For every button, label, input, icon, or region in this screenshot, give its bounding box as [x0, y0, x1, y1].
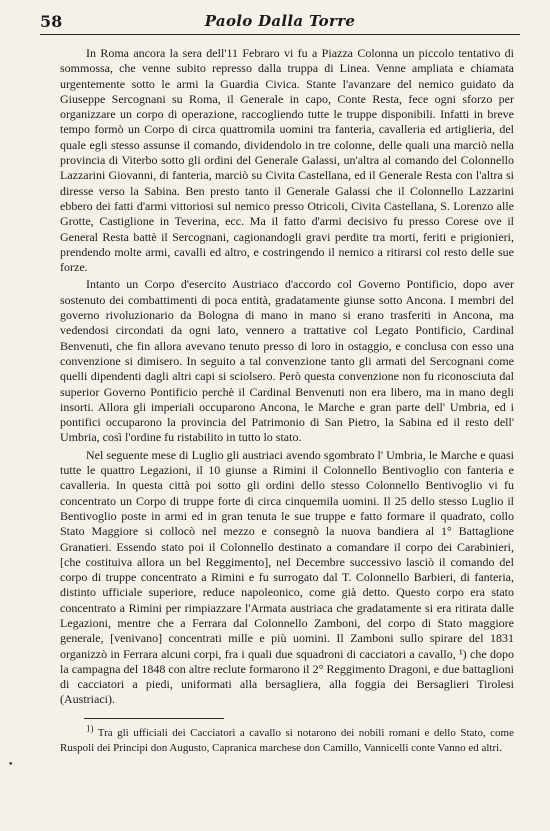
footnote-marker: 1): [86, 723, 94, 734]
body-text: [60, 46, 514, 710]
page-number: 58: [40, 12, 63, 31]
footnote-text: Tra gli ufficiali dei Cacciatori a cavallo si notarono dei nobili romani e dello Stato, come Ruspoli dei Principi don Augusto, Capranica marchese don Camillo, Vannicelli conte Vanno ed altri.: [60, 727, 514, 754]
running-title: Paolo Dalla Torre: [204, 12, 356, 30]
footnote-rule: [84, 718, 224, 719]
margin-mark: •: [8, 760, 14, 770]
paragraph-2: Intanto un Corpo d'esercito Austriaco d'accordo col Governo Pontificio, dopo aver sostenuto dei combattimenti di poca entità, gradatamente giunse sotto Ancona. I membri del governo rivoluzionario da Bologna di mano in mano si erano trasferiti in Ancona, ma vedendosi circondati da ogni lato, vennero a trattative col Legato Pontificio, Cardinal Benvenuti, che fin allora avevano tenuto presso di loro in ostaggio, e conclusa con esso una convenzione si dimisero. In seguito a tal convenzione tanto gli armati del Sercognani come quelli dipendenti dagli altri capi si sciolsero. Però questa convenzione non fu riconosciuta dal superior Governo Pontificio perchè il Cardinal Benvenuti non era libero, ma in mano degli insorti. Allora gli imperiali occuparono Ancona, le Marche e gran parte dell' Umbria, ed i pontifici occuparono la provincia del Patrimonio di San Pietro, la Sabina ed il resto dell' Umbria, così l'ordine fu ristabilito in tutto lo stato.: [60, 277, 514, 445]
paragraph-1: In Roma ancora la sera dell'11 Febraro vi fu a Piazza Colonna un piccolo tentativo di sommossa, che venne subito represso dalla truppa di Linea. Venne ampliata e chiamata urgentemente sotto le armi la Guardia Civica. Stante l'avanzare del nemico guidato da Giuseppe Sercognani su Roma, il Generale in capo, Conte Resta, fece ogni sforzo per organizzare un corpo di operazione, raccogliendo tutte le truppe disponibili. Infatti in breve tempo formò un Corpo di circa quattromila uomini tra fanteria, cavalleria ed artiglieria, del quale egli stesso assunse il comando, dividendolo in tre colonne, delle quali una marciò nella provincia di Viterbo sotto gli ordini del Generale Galassi, un'altra al comando del Colonnello Lazzarini Giovanni, di fanteria, marciò su Civita Castellana, ed il Generale Resta con l'altra si diresse verso la Sabina. Ben presto tanto il Generale Galassi che il Colonnello Lazzarini ebbero dei fatti d'armi vittoriosi sul nemico presso Otricoli, Civita Castellana, S. Lorenzo alle Grotte, Castiglione in Teverina, ecc. Ma il fatto d'armi decisivo fu presso Corese ove il General Resta battè il Sercognani, cagionandogli gravi perdite tra morti, feriti e prigionieri, prendendo molte armi, cavalli ed altro, e costringendo il nemico a ritirarsi col resto delle sue forze.: [60, 46, 514, 275]
page-header: [40, 8, 520, 34]
footnote: [60, 723, 514, 755]
paragraph-3: Nel seguente mese di Luglio gli austriaci avendo sgombrato l' Umbria, le Marche e quasi tutte le quattro Legazioni, il 10 giunse a Rimini il Colonnello Bentivoglio con fanteria e cavalleria. In questa città poi sotto gli ordini dello stesso Colonnello Bentivoglio vi fu concentrato un Corpo di truppe forte di circa cinquemila uomini. Il 25 dello stesso Luglio il Bentivoglio poste in armi ed in gran tenuta le sue truppe e fatto formare il quadrato, collo Stato Maggiore si collocò nel mezzo e consegnò la nuova bandiera al 1° Battaglione Granatieri. Essendo stato poi il Colonnello destinato a comandare il corpo dei Carabinieri, [che costituiva allora un bel Reggimento], nel Decembre successivo lasciò il comando del corpo di truppe concentrato a Rimini e fu surrogato dal T. Colonnello Barbieri, di fanteria, distinto ufficiale superiore, reduce napoleonico, come già detto. Questo corpo era stato concentrato a Rimini per rimpiazzare l'Armata austriaca che gradatamente si era ritirata dalle Legazioni, mentre che a Ferrara dal Colonnello Zamboni, del corpo di Stato maggiore generale, [venivano] concentrati mille e più uomini. Il Zamboni sullo spirare del 1831 organizzò in Ferrara alcuni corpi, fra i quali due squadroni di cacciatori a cavallo, ¹) che dopo la campagna del 1848 con altre reclute formarono il 2° Reggimento Dragoni, e due battaglioni di cacciatori a piedi, uniformati alla bersagliera, alla foggia dei Bersaglieri Tirolesi (Austriaci).: [60, 447, 514, 707]
header-rule: [40, 34, 520, 35]
